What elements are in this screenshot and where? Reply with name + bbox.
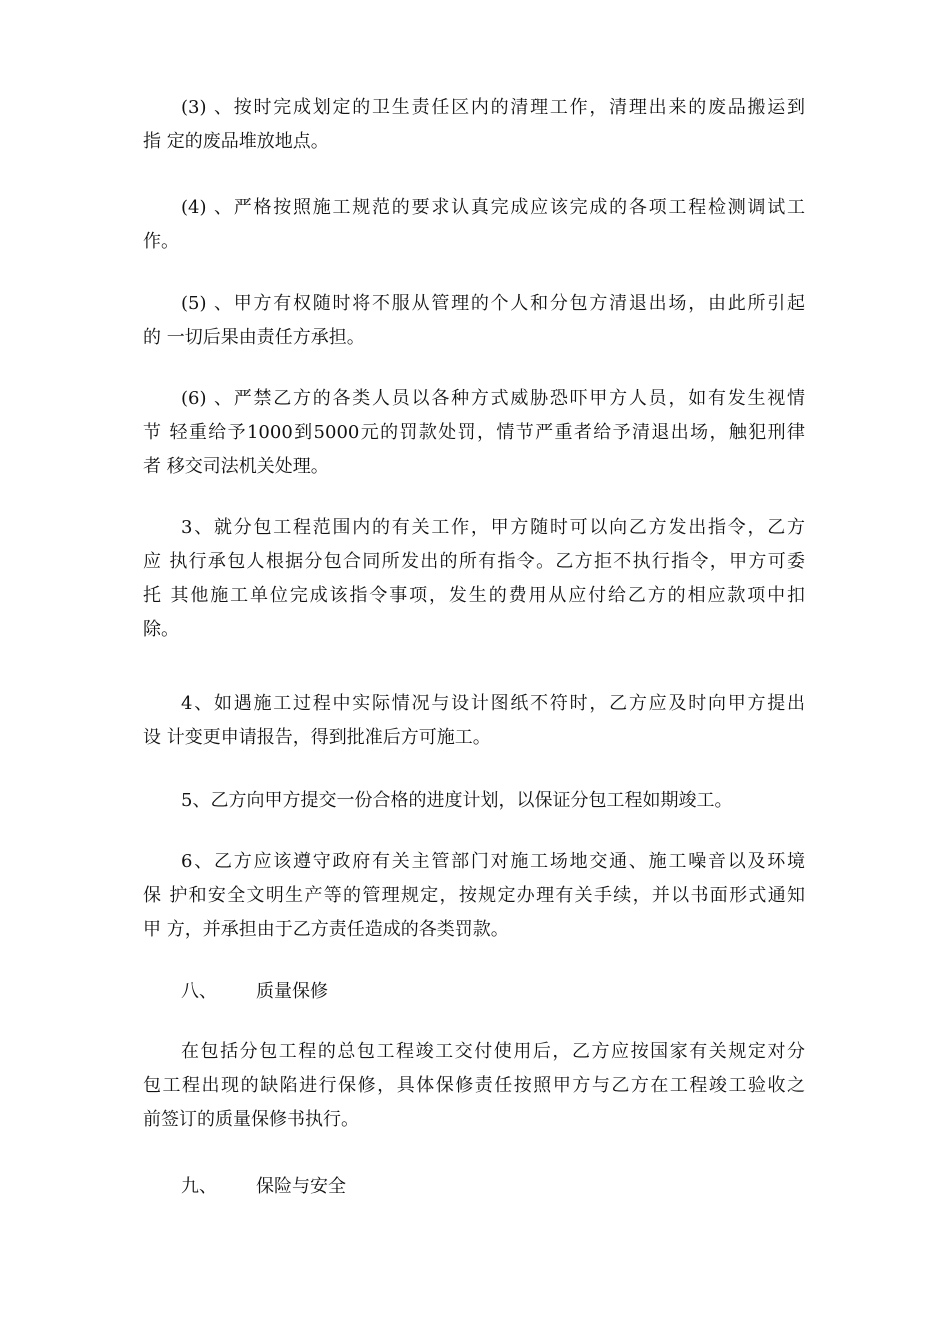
- paragraph-clause-3: [143, 511, 805, 647]
- paragraph-line: (3) 、按时完成划定的卫生责任区内的清理工作，清理出来的废品搬运到: [181, 97, 805, 118]
- paragraph-clause-5: [143, 784, 805, 818]
- paragraph-quality-warranty: [143, 1035, 805, 1137]
- section-heading-insurance-safety: [181, 1170, 346, 1204]
- paragraph-line: (6) 、严禁乙方的各类人员以各种方式威胁恐吓甲方人员，如有发生视情: [181, 388, 805, 409]
- paragraph-line: 托 其他施工单位完成该指令事项，发生的费用从应付给乙方的相应款项中扣: [143, 585, 805, 606]
- paragraph-line: 节 轻重给予1000到5000元的罚款处罚，情节严重者给予清退出场，触犯刑律: [143, 422, 805, 443]
- section-number: 九、: [181, 1176, 217, 1197]
- paragraph-line: 作。: [143, 231, 179, 252]
- paragraph-line: (5) 、甲方有权随时将不服从管理的个人和分包方清退出场，由此所引起: [181, 293, 805, 314]
- paragraph-line: 甲 方，并承担由于乙方责任造成的各类罚款。: [143, 919, 509, 940]
- paragraph-line: 4、如遇施工过程中实际情况与设计图纸不符时，乙方应及时向甲方提出: [181, 693, 805, 714]
- paragraph-clause-6: [143, 845, 805, 947]
- paragraph-line: 应 执行承包人根据分包合同所发出的所有指令。乙方拒不执行指令，甲方可委: [143, 551, 805, 572]
- paragraph-line: 6、乙方应该遵守政府有关主管部门对施工场地交通、施工噪音以及环境: [181, 851, 805, 872]
- paragraph-item-6: [143, 382, 805, 484]
- paragraph-line: 的 一切后果由责任方承担。: [143, 327, 365, 348]
- paragraph-item-5: [143, 287, 805, 355]
- paragraph-line: 包工程出现的缺陷进行保修，具体保修责任按照甲方与乙方在工程竣工验收之: [143, 1075, 805, 1096]
- paragraph-item-4: [143, 191, 805, 259]
- paragraph-line: 保 护和安全文明生产等的管理规定，按规定办理有关手续，并以书面形式通知: [143, 885, 805, 906]
- paragraph-line: 除。: [143, 619, 179, 640]
- paragraph-line: 前签订的质量保修书执行。: [143, 1109, 359, 1130]
- paragraph-line: 指 定的废品堆放地点。: [143, 131, 329, 152]
- section-heading-quality-warranty: [181, 975, 328, 1009]
- section-title: 质量保修: [256, 981, 328, 1002]
- paragraph-line: 5、乙方向甲方提交一份合格的进度计划，以保证分包工程如期竣工。: [181, 790, 733, 811]
- paragraph-clause-4: [143, 687, 805, 755]
- section-title: 保险与安全: [256, 1176, 346, 1197]
- paragraph-line: 设 计变更申请报告，得到批准后方可施工。: [143, 727, 491, 748]
- paragraph-line: 在包括分包工程的总包工程竣工交付使用后，乙方应按国家有关规定对分: [181, 1041, 805, 1062]
- section-number: 八、: [181, 981, 217, 1002]
- paragraph-line: 者 移交司法机关处理。: [143, 456, 329, 477]
- paragraph-line: 3、就分包工程范围内的有关工作，甲方随时可以向乙方发出指令，乙方: [181, 517, 805, 538]
- paragraph-line: (4) 、严格按照施工规范的要求认真完成应该完成的各项工程检测调试工: [181, 197, 805, 218]
- paragraph-item-3: [143, 91, 805, 159]
